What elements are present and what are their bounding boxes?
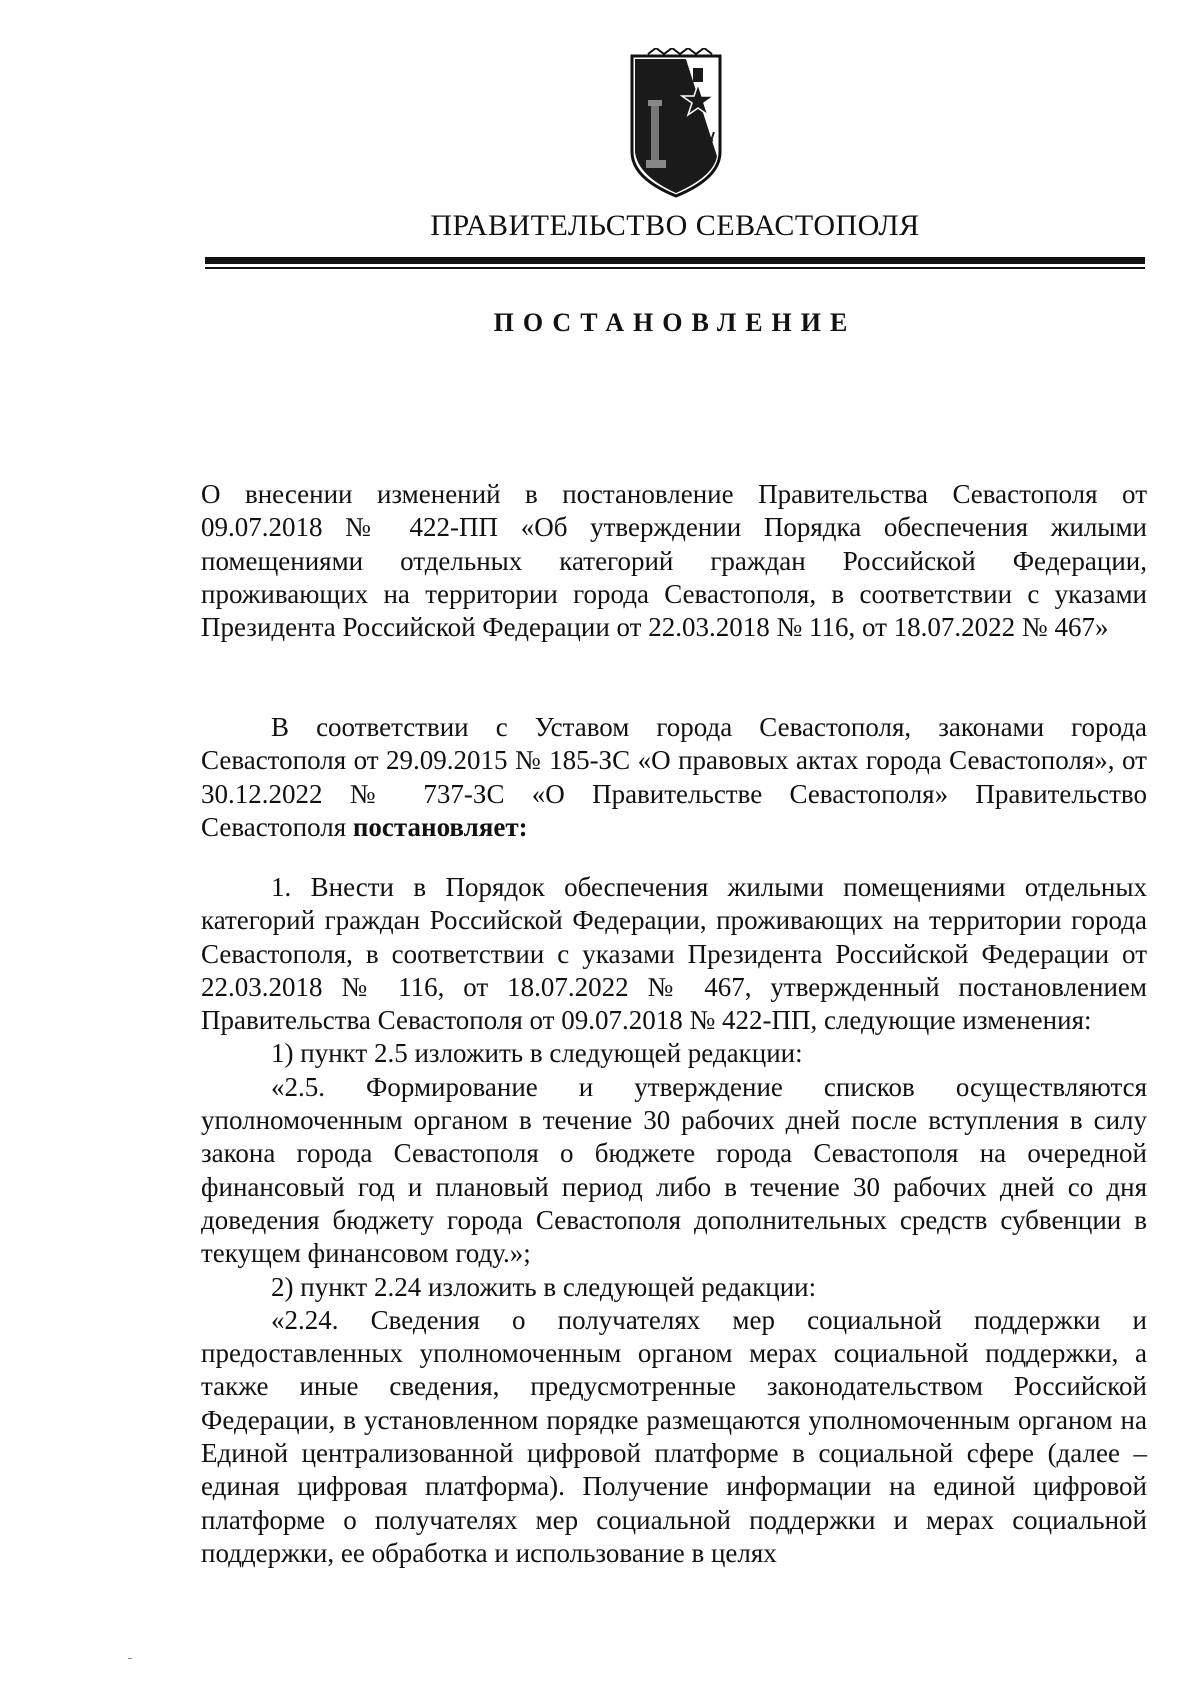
resolution-items (201, 871, 1147, 1570)
document-title: О внесении изменений в постановление Правительства Севастополя от 09.07.2018 № 422-ПП «Об утверждении Порядка обеспечения жилыми помещениями отдельных категорий граждан Российской Федерации, проживающих на территории города Севастополя, в соответствии с указами Президента Российской Федерации от 22.03.2018 № 116, от 18.07.2022 № 467» (201, 479, 1147, 643)
preamble-resolves: постановляет: (352, 811, 528, 842)
organization-name: ПРАВИТЕЛЬСТВО СЕВАСТОПОЛЯ (430, 209, 920, 242)
header-divider-thick (205, 257, 1145, 264)
preamble-text: В соответствии с Уставом города Севастополя, законами города Севастополя от 29.09.2015 № 185-ЗС «О правовых актах города Севастополя», от 30.12.2022 № 737-ЗС «О Правительстве Севастополя» Правительство Севастополя (201, 712, 1147, 842)
header-divider-thin (205, 267, 1145, 269)
sevastopol-coat-of-arms-icon (626, 48, 726, 200)
document-type: ПОСТАНОВЛЕНИЕ (493, 308, 857, 337)
preamble (201, 711, 1147, 844)
item-1-subitem-1-text: «2.5. Формирование и утверждение списков осуществляются уполномоченным органом в течение 30 рабочих дней после вступления в силу закона города Севастополя о бюджете города Севастополя на очередной финансовый год и плановый период либо в течение 30 рабочих дней со дня доведения бюджету города Севастополя дополнительных средств субвенции в текущем финансовом году.»; (201, 1071, 1147, 1269)
item-1-subitem-2-text: «2.24. Сведения о получателях мер социальной поддержки и предоставленных уполномоченным органом мерах социальной поддержки, а также иные сведения, предусмотренные законодательством Российской Федерации, в установленном порядке размещаются уполномоченным органом на Единой централизованной цифровой платформе в социальной сфере (далее – единая цифровая платформа). Получение информации на единой цифровой платформе о получателях мер социальной поддержки и мерах социальной поддержки, ее обработка и использование в целях (201, 1304, 1147, 1568)
item-1-subitem-1: 1) пункт 2.5 изложить в следующей редакции: (271, 1038, 803, 1069)
item-1-subitem-2: 2) пункт 2.24 изложить в следующей редакции: (271, 1271, 817, 1302)
margin-mark (128, 1658, 132, 1659)
item-1: 1. Внести в Порядок обеспечения жилыми помещениями отдельных категорий граждан Российской Федерации, проживающих на территории города Севастополя, в соответствии с указами Президента Российской Федерации от 22.03.2018 № 116, от 18.07.2022 № 467, утвержденный постановлением Правительства Севастополя от 09.07.2018 № 422-ПП, следующие изменения: (201, 872, 1147, 1036)
